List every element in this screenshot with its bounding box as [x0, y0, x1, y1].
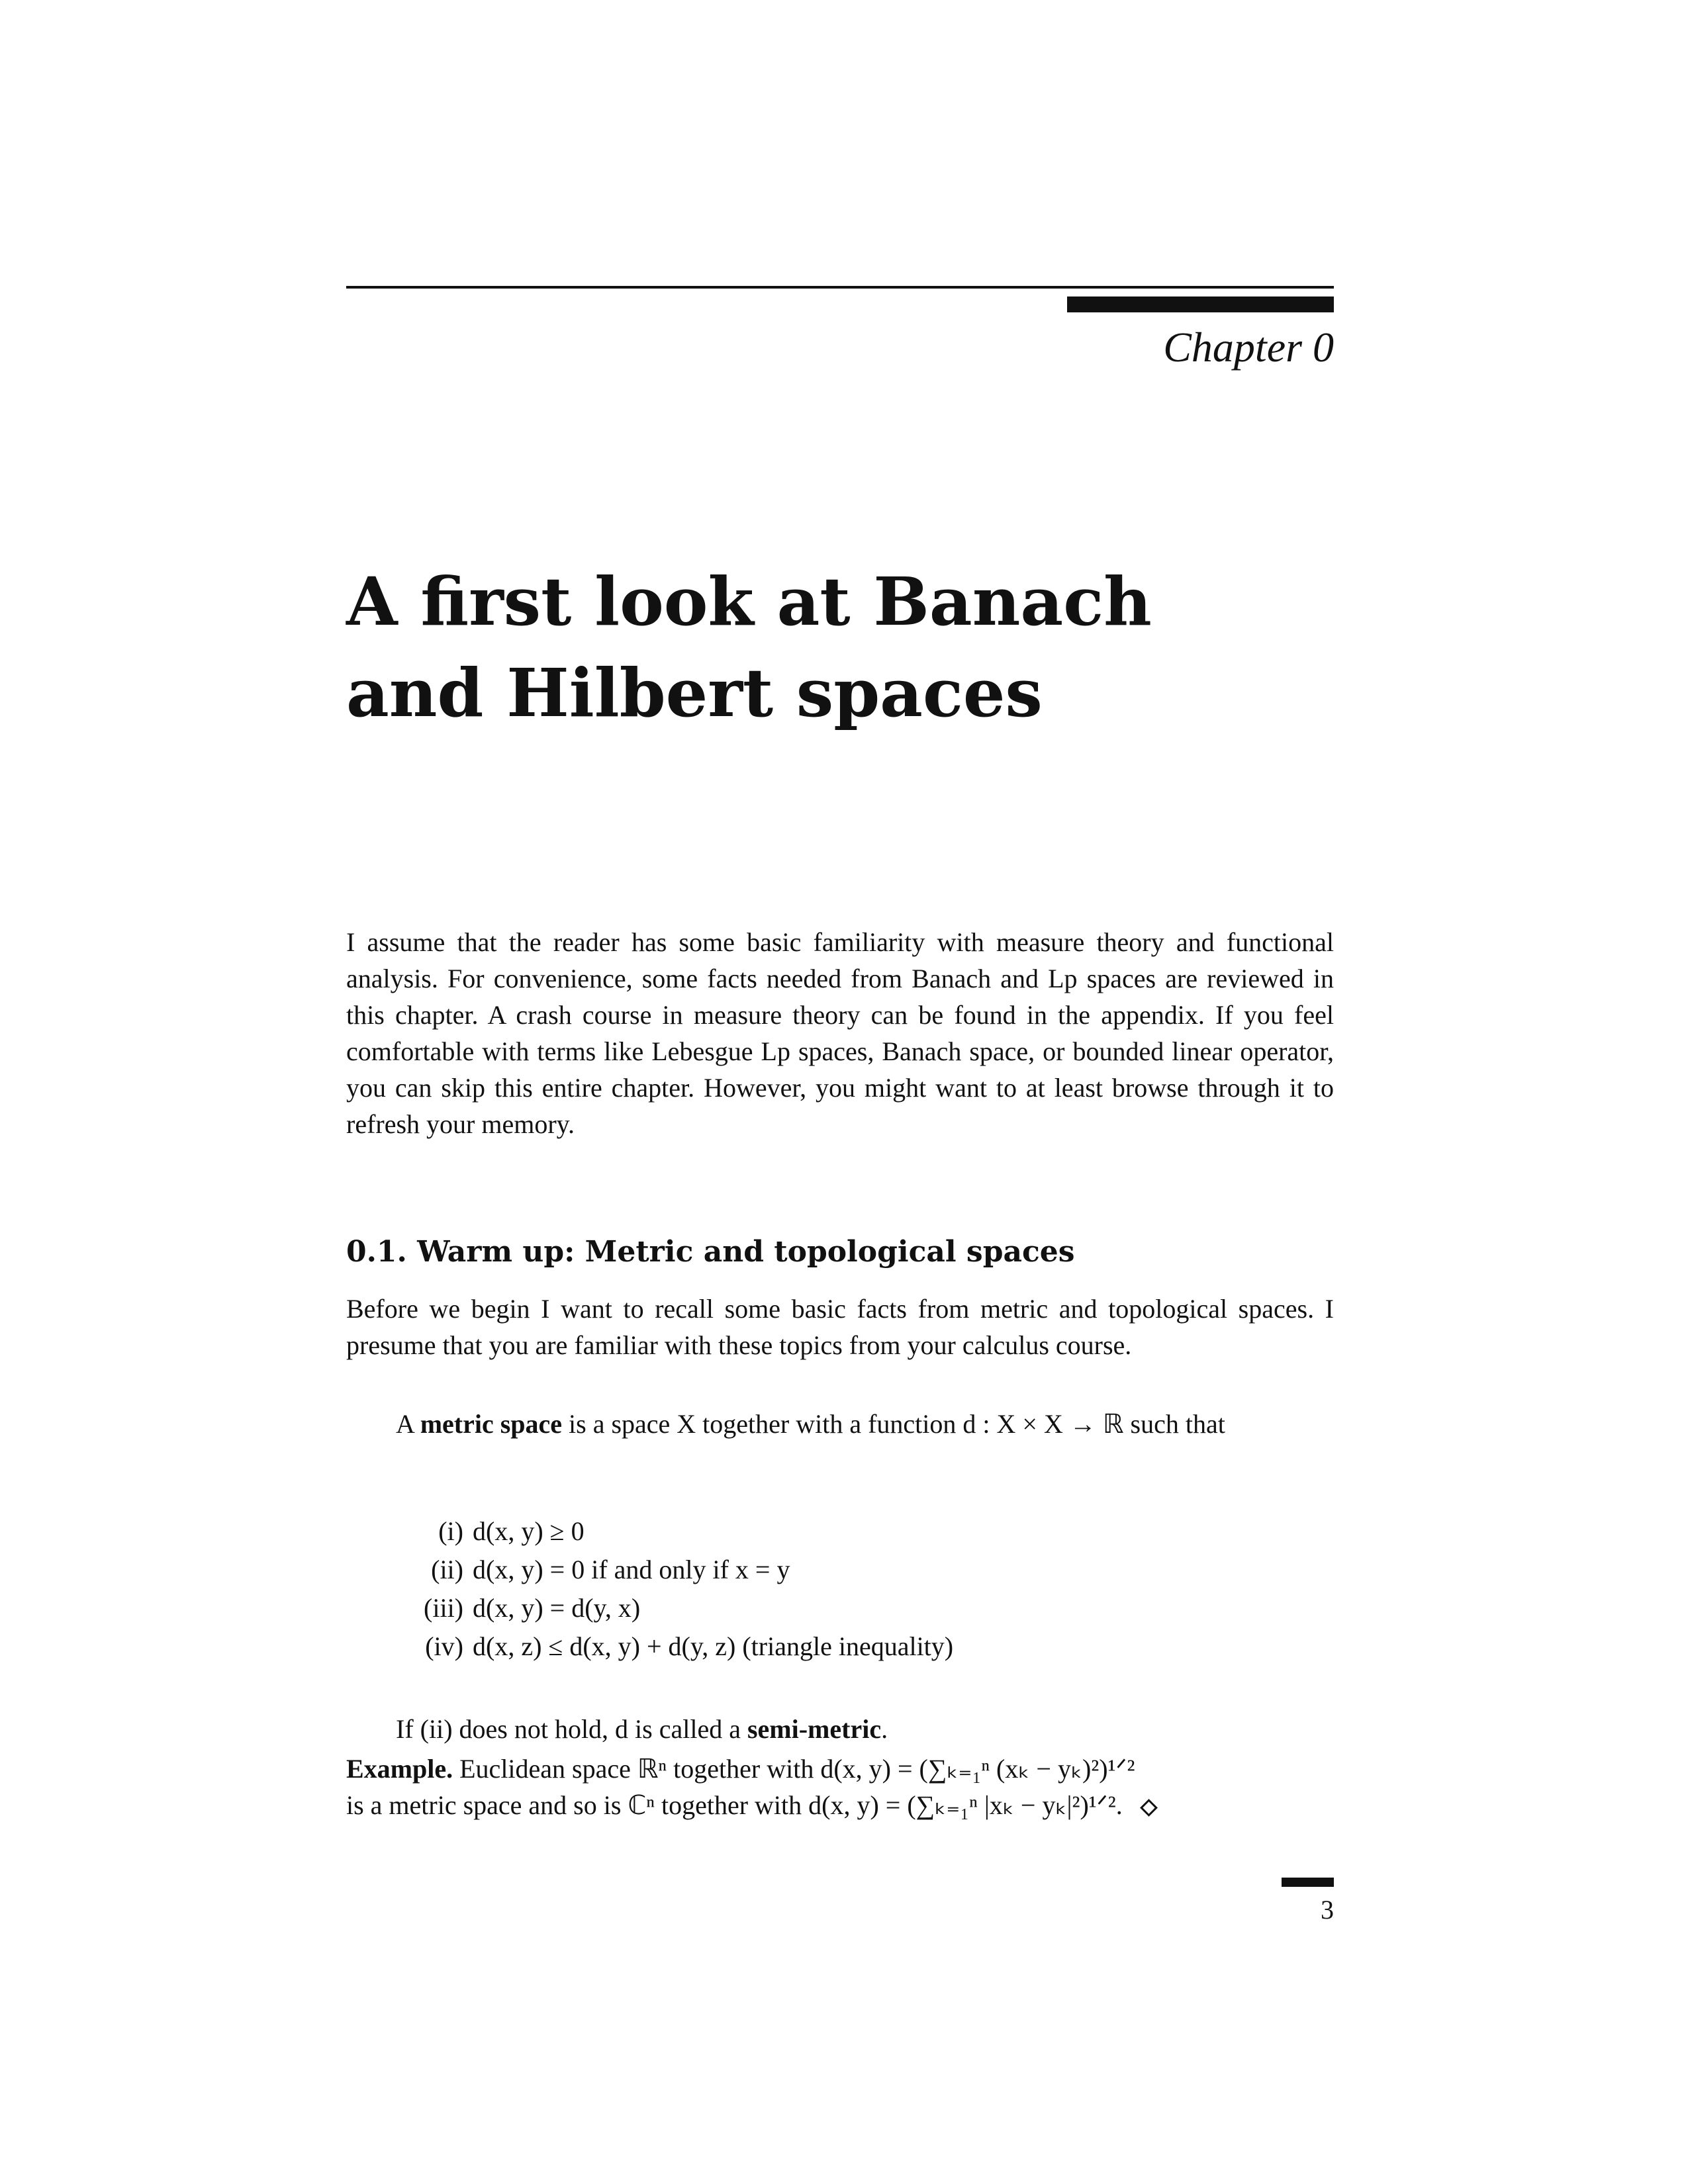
semi-metric-term: semi-metric: [747, 1714, 882, 1744]
header-rule-thin: [346, 286, 1334, 289]
axiom-item: [397, 1516, 1324, 1554]
axiom-text: d(x, y) ≥ 0: [473, 1516, 585, 1546]
example-block: [346, 1751, 1334, 1823]
axiom-item: [397, 1592, 1324, 1631]
chapter-label: Chapter 0: [1163, 324, 1334, 371]
intro-paragraph: I assume that the reader has some basic familiarity with measure theory and functional analysis. For convenience, some facts needed from Banach and Lp spaces are reviewed in this chapter. A crash course in measure theory can be found in the appendix. If you feel comfortable with terms like Lebesgue Lp spaces, Banach space, or bounded linear operator, you can skip this entire chapter. However, you might want to at least browse through it to refresh your memory.: [346, 927, 1334, 1139]
definition-body: is a space X together with a function d : X × X → ℝ such that: [562, 1409, 1225, 1439]
axiom-number: (ii): [431, 1555, 463, 1584]
chapter-title-line-2: and Hilbert spaces: [346, 654, 1043, 732]
example-line-1: [346, 1751, 1334, 1787]
semi-metric-tail: .: [881, 1714, 888, 1744]
axiom-item: [397, 1631, 1324, 1669]
example-line-2: [346, 1787, 1334, 1823]
metric-space-term: metric space: [420, 1409, 563, 1439]
axiom-text: d(x, y) = d(y, x): [473, 1593, 641, 1623]
definition-lead: A: [396, 1409, 420, 1439]
semi-metric-lead: If (ii) does not hold, d is called a: [396, 1714, 747, 1744]
header-rule-thick: [1067, 296, 1334, 312]
section-paragraph-1: Before we begin I want to recall some basic facts from metric and topological spaces. I presume that you are familiar with these topics from your calculus course.: [346, 1294, 1334, 1360]
chapter-title-line-1: A first look at Banach: [346, 563, 1152, 641]
page-number-bar: [1282, 1878, 1334, 1887]
axiom-list: [397, 1516, 1324, 1669]
example-text-2: is a metric space and so is ℂⁿ together with d(x, y) = (∑ₖ₌₁ⁿ |xₖ − yₖ|²)¹ᐟ².: [346, 1790, 1123, 1820]
axiom-text: d(x, z) ≤ d(x, y) + d(y, z) (triangle inequality): [473, 1631, 954, 1661]
example-label: Example.: [346, 1754, 453, 1784]
end-of-example-diamond-icon: [1140, 1799, 1158, 1817]
axiom-item: [397, 1554, 1324, 1592]
axiom-text: d(x, y) = 0 if and only if x = y: [473, 1555, 790, 1584]
page-number: 3: [1321, 1895, 1334, 1925]
axiom-number: (iv): [425, 1631, 463, 1661]
example-text-1: Euclidean space ℝⁿ together with d(x, y) = (∑ₖ₌₁ⁿ (xₖ − yₖ)²)¹ᐟ²: [459, 1754, 1135, 1784]
semi-metric-sentence: [346, 1711, 1334, 1747]
section-heading: 0.1. Warm up: Metric and topological spaces: [346, 1235, 1075, 1269]
axiom-number: (i): [438, 1516, 463, 1546]
axiom-number: (iii): [424, 1593, 463, 1623]
metric-space-definition: [346, 1406, 1334, 1442]
chapter-title: [346, 556, 1472, 739]
